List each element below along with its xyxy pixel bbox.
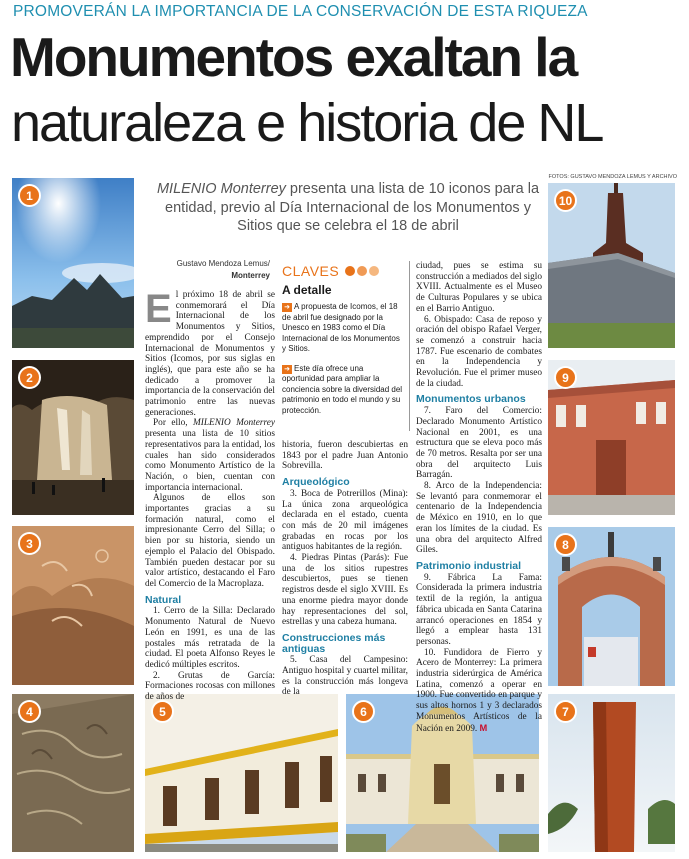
- paragraph: 6. Obispado: Casa de reposo y oración del obispo Rafael Verger, se comenzó a construir hacia 1787. Fue escenario de combates en la Independencia y Revolución. Fue el primer museo de la ciudad.: [416, 314, 542, 389]
- paragraph: historia, fueron descubiertas en 1843 por el padre Juan Antonio Sobrevilla.: [282, 440, 408, 472]
- kicker: PROMOVERÁN LA IMPORTANCIA DE LA CONSERVACIÓN DE ESTA RIQUEZA: [13, 3, 588, 20]
- section-heading-construcciones: Construcciones más antiguas: [282, 631, 386, 655]
- photo-number-badge: 8: [554, 533, 577, 556]
- photo-number-badge: 2: [18, 366, 41, 389]
- claves-subtitle: A detalle: [282, 283, 332, 297]
- photo-piedras-pintas: [12, 694, 134, 852]
- paragraph: 1. Cerro de la Silla: Declarado Monumento Natural de Nuevo León en 1991, es una de las postales más retratada de la ciudad. El poeta Alfonso Reyes le dedicó múltiples escritos.: [145, 606, 275, 670]
- headline-line-2: naturaleza e historia de NL: [11, 93, 603, 153]
- claves-item-text: Este día ofrece una oportunidad para ampliar la conciencia sobre la diversidad del patrimonio en todo el mundo y su protección.: [282, 363, 403, 415]
- claves-title: CLAVES: [282, 263, 340, 279]
- paragraph: [416, 648, 542, 735]
- paragraph: 4. Piedras Pintas (Parás): Fue una de los sitios rupestres descubiertos, pues se tienen registros desde el siglo XVIII. Es una enorme piedra mayor donde hay representaciones del sol, estrellas y una cabeza humana.: [282, 553, 408, 628]
- claves-item: [282, 302, 409, 355]
- photo-number-badge: 5: [151, 700, 174, 723]
- photo-credit: FOTOS: GUSTAVO MENDOZA LEMUS Y ARCHIVO: [548, 174, 677, 180]
- paragraph: [145, 418, 275, 493]
- paragraph-text: presenta una lista de 10 sitios representativos para la entidad, los cuales han sido considerados como Monumento Artístico de la Nación, o bien, cuentan con importancia internacional.: [145, 429, 275, 493]
- paragraph: 5. Casa del Campesino: Antiguo hospital y cuartel militar, es la construcción más longeva de la: [282, 655, 408, 698]
- paragraph: 2. Grutas de García: Formaciones rocosas con millones de años de: [145, 670, 275, 703]
- paragraph-text: 10. Fundidora de Fierro y Acero de Monterrey: La primera industria siderúrgica de América Latina, comenzó a operar en 1900. Fue convertido en parque y sus altos hornos 1 y 3 declarados Monumentos Artísticos de la Nación en 2009.: [416, 647, 542, 734]
- claves-item: [282, 364, 409, 417]
- photo-fundidora: [548, 183, 675, 348]
- paragraph-text: Por ello,: [153, 418, 193, 429]
- paragraph-text: l próximo 18 de abril se conmemorará el Día Internacional de los Monumentos y Sitios, emprendido por el Consejo Internacional de Monumentos y Sitios (Icomos, por sus siglas en inglés), que para este año se ha dedicado a promover la importancia de la conservación del patrimonio entre las nuevas generaciones.: [145, 290, 275, 418]
- paragraph: 9. Fábrica La Fama: Considerada la primera industria textil de la región, la antigua fábrica ubicada en Santa Catarina arrancó operaciones en 1854 y llegó a emplear hasta 131 personas.: [416, 572, 542, 647]
- claves-dots: [345, 266, 379, 276]
- drop-cap: E: [145, 287, 172, 331]
- lead-body: presenta una lista de 10 iconos para la entidad, previo al Día Internacional de los Monumentos y Sitios que se celebra el 18 de abril: [165, 181, 540, 234]
- headline: Monumentos exaltan la: [10, 26, 577, 88]
- article-column-2: [282, 440, 408, 698]
- arrow-icon: ➜: [282, 365, 292, 374]
- paragraph: 7. Faro del Comercio: Declarado Monumento Artístico Nacional en 2001, es una estructura que se eleva poco más de 70 metros. Resalta por ser una obra del arquitecto Luis Barragán.: [416, 406, 542, 481]
- arrow-icon: ➜: [282, 303, 292, 312]
- photo-boca-de-potrerillos: [12, 526, 134, 685]
- milenio-sign: M: [479, 722, 488, 733]
- photo-number-badge: 10: [554, 189, 577, 212]
- photo-faro-del-comercio: [548, 694, 675, 852]
- photo-arco-de-la-independencia: [548, 527, 675, 686]
- section-heading-patrimonio-industrial: Patrimonio industrial: [416, 559, 522, 572]
- claves-header: [282, 261, 409, 281]
- paragraph-italic: MILENIO Monterrey: [193, 418, 275, 429]
- article-column-3: [416, 261, 542, 734]
- section-heading-natural: Natural: [145, 593, 182, 606]
- paragraph: 3. Boca de Potrerillos (Mina): La única zona arqueológica declarada en el estado, cuenta con más de 20 mil imágenes grabadas en rocas por los antiguos habitantes de la región.: [282, 488, 408, 553]
- photo-number-badge: 7: [554, 700, 577, 723]
- byline-author: Gustavo Mendoza Lemus/: [176, 259, 270, 268]
- byline-city: Monterrey: [231, 271, 270, 280]
- photo-cerro-de-la-silla: [12, 178, 134, 348]
- paragraph: Algunos de ellos son importantes gracias a su formación natural, como el impresionante Cerro del Silla; o bien por su historia, siendo un ejemplo el Palacio del Obispado. También pueden destacar por su valor artístico, destacando el Faro del Comercio de la Macroplaza.: [145, 493, 275, 589]
- photo-grutas-de-garcia: [12, 360, 134, 515]
- section-heading-monumentos-urbanos: Monumentos urbanos: [416, 393, 526, 406]
- lead-publication: MILENIO Monterrey: [156, 181, 286, 197]
- photo-fabrica-la-fama: [548, 360, 675, 515]
- photo-number-badge: 1: [18, 184, 41, 207]
- paragraph: ciudad, pues se estima su construcción a mediados del siglo XVIII. Actualmente es el Museo de Culturas Populares y se ubica en el Barrio Antiguo.: [416, 261, 542, 314]
- claves-box: [282, 261, 410, 431]
- photo-number-badge: 9: [554, 366, 577, 389]
- lead-text: [148, 180, 548, 236]
- photo-casa-del-campesino: [145, 694, 338, 852]
- paragraph: 8. Arco de la Independencia: Se levantó para conmemorar el centenario de la Independencia de México en 1910, en lo que eran los límites de la ciudad. Es una obra del arquitecto Alfred Giles.: [416, 481, 542, 556]
- section-heading-arqueologico: Arqueológico: [282, 476, 350, 489]
- article-column-1: [145, 287, 275, 703]
- paragraph: [145, 287, 275, 418]
- photo-number-badge: 3: [18, 532, 41, 555]
- photo-number-badge: 4: [18, 700, 41, 723]
- byline: [170, 258, 270, 282]
- claves-item-text: A propuesta de Icomos, el 18 de abril fue designado por la Unesco en 1983 como el Día Internacional de los Monumentos y Sitios.: [282, 302, 400, 353]
- photo-number-badge: 6: [352, 700, 375, 723]
